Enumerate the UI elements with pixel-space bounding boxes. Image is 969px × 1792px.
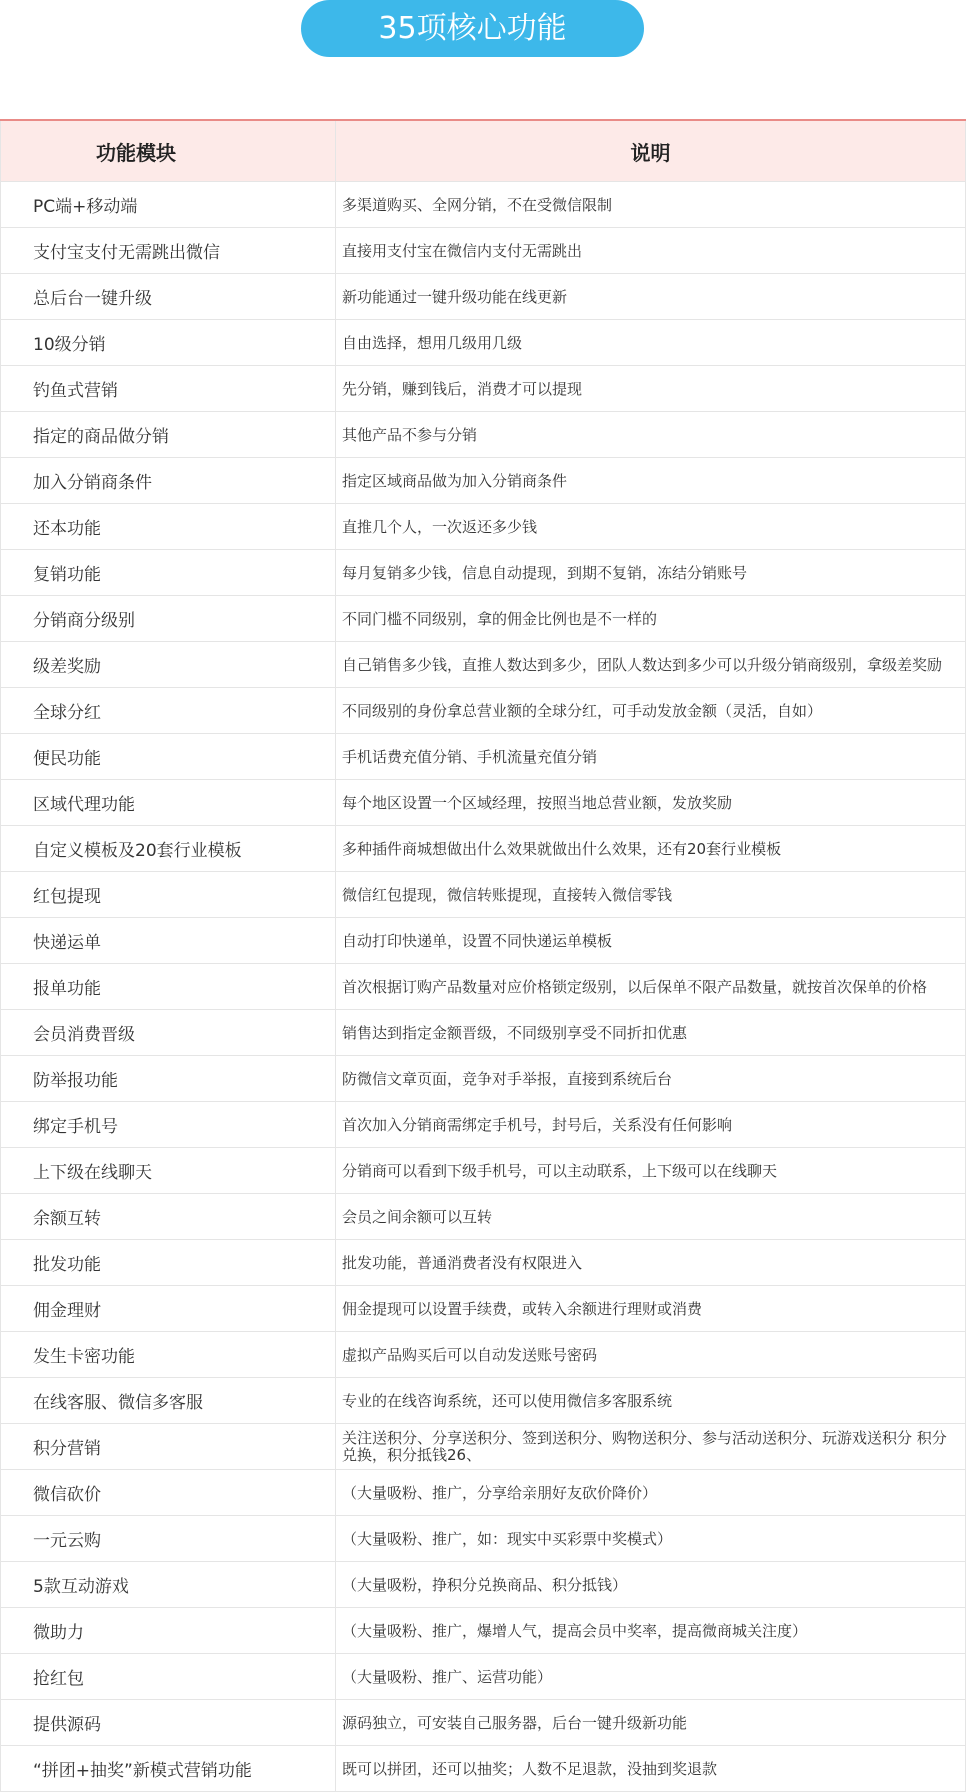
module-cell: PC端+移动端: [1, 182, 336, 227]
description-cell: 每月复销多少钱，信息自动提现，到期不复销，冻结分销账号: [336, 550, 966, 595]
module-cell: “拼团+抽奖”新模式营销功能: [1, 1746, 336, 1791]
table-row: [0, 458, 966, 504]
table-row: [0, 1240, 966, 1286]
description-cell: 专业的在线咨询系统，还可以使用微信多客服系统: [336, 1378, 966, 1423]
module-cell: 还本功能: [1, 504, 336, 549]
table-row: [0, 734, 966, 780]
table-row: [0, 1378, 966, 1424]
table-row: [0, 550, 966, 596]
description-cell: 手机话费充值分销、手机流量充值分销: [336, 734, 966, 779]
module-cell: 支付宝支付无需跳出微信: [1, 228, 336, 273]
table-row: [0, 228, 966, 274]
description-cell: 销售达到指定金额晋级，不同级别享受不同折扣优惠: [336, 1010, 966, 1055]
description-cell: 多种插件商城想做出什么效果就做出什么效果，还有20套行业模板: [336, 826, 966, 871]
table-row: [0, 688, 966, 734]
module-cell: 便民功能: [1, 734, 336, 779]
description-cell: 指定区域商品做为加入分销商条件: [336, 458, 966, 503]
description-cell: （大量吸粉、推广，如：现实中买彩票中奖模式）: [336, 1516, 966, 1561]
table-row: [0, 1332, 966, 1378]
module-cell: 批发功能: [1, 1240, 336, 1285]
table-row: [0, 366, 966, 412]
module-cell: 在线客服、微信多客服: [1, 1378, 336, 1423]
module-cell: 抢红包: [1, 1654, 336, 1699]
description-cell: 每个地区设置一个区域经理，按照当地总营业额，发放奖励: [336, 780, 966, 825]
table-row: [0, 1608, 966, 1654]
module-cell: 报单功能: [1, 964, 336, 1009]
table-row: [0, 642, 966, 688]
description-cell: 不同级别的身份拿总营业额的全球分红，可手动发放金额（灵活，自如）: [336, 688, 966, 733]
module-cell: 微信砍价: [1, 1470, 336, 1515]
table-row: [0, 1286, 966, 1332]
description-cell: 虚拟产品购买后可以自动发送账号密码: [336, 1332, 966, 1377]
module-cell: 积分营销: [1, 1424, 336, 1469]
table-row: [0, 1654, 966, 1700]
table-row: [0, 1562, 966, 1608]
description-cell: 分销商可以看到下级手机号，可以主动联系，上下级可以在线聊天: [336, 1148, 966, 1193]
header-description: 说明: [336, 121, 966, 181]
description-cell: 其他产品不参与分销: [336, 412, 966, 457]
module-cell: 余额互转: [1, 1194, 336, 1239]
module-cell: 快递运单: [1, 918, 336, 963]
table-row: [0, 1700, 966, 1746]
description-cell: 自动打印快递单，设置不同快递运单模板: [336, 918, 966, 963]
module-cell: 一元云购: [1, 1516, 336, 1561]
description-cell: 不同门槛不同级别，拿的佣金比例也是不一样的: [336, 596, 966, 641]
table-row: [0, 918, 966, 964]
description-cell: 首次加入分销商需绑定手机号，封号后，关系没有任何影响: [336, 1102, 966, 1147]
description-cell: 先分销，赚到钱后，消费才可以提现: [336, 366, 966, 411]
module-cell: 自定义模板及20套行业模板: [1, 826, 336, 871]
description-cell: 会员之间余额可以互转: [336, 1194, 966, 1239]
table-row: [0, 1102, 966, 1148]
module-cell: 全球分红: [1, 688, 336, 733]
table-row: [0, 780, 966, 826]
feature-table: [0, 119, 966, 1792]
module-cell: 10级分销: [1, 320, 336, 365]
description-cell: 微信红包提现，微信转账提现，直接转入微信零钱: [336, 872, 966, 917]
description-cell: 新功能通过一键升级功能在线更新: [336, 274, 966, 319]
description-cell: 直接用支付宝在微信内支付无需跳出: [336, 228, 966, 273]
description-cell: 源码独立，可安装自己服务器，后台一键升级新功能: [336, 1700, 966, 1745]
table-row: [0, 872, 966, 918]
description-cell: 自己销售多少钱，直推人数达到多少，团队人数达到多少可以升级分销商级别，拿级差奖励: [336, 642, 966, 687]
table-row: [0, 1424, 966, 1470]
description-cell: 既可以拼团，还可以抽奖；人数不足退款，没抽到奖退款: [336, 1746, 966, 1791]
module-cell: 加入分销商条件: [1, 458, 336, 503]
module-cell: 级差奖励: [1, 642, 336, 687]
description-cell: （大量吸粉，挣积分兑换商品、积分抵钱）: [336, 1562, 966, 1607]
page-title: 35项核心功能: [301, 0, 644, 57]
module-cell: 总后台一键升级: [1, 274, 336, 319]
table-body: [0, 182, 966, 1792]
module-cell: 钓鱼式营销: [1, 366, 336, 411]
table-row: [0, 1746, 966, 1792]
module-cell: 上下级在线聊天: [1, 1148, 336, 1193]
description-cell: 佣金提现可以设置手续费，或转入余额进行理财或消费: [336, 1286, 966, 1331]
module-cell: 分销商分级别: [1, 596, 336, 641]
table-row: [0, 274, 966, 320]
description-cell: （大量吸粉、推广，爆增人气，提高会员中奖率，提高微商城关注度）: [336, 1608, 966, 1653]
description-cell: 自由选择，想用几级用几级: [336, 320, 966, 365]
header-module: 功能模块: [1, 121, 336, 181]
module-cell: 发生卡密功能: [1, 1332, 336, 1377]
table-row: [0, 320, 966, 366]
table-row: [0, 596, 966, 642]
table-row: [0, 1010, 966, 1056]
module-cell: 会员消费晋级: [1, 1010, 336, 1055]
description-cell: 首次根据订购产品数量对应价格锁定级别，以后保单不限产品数量，就按首次保单的价格: [336, 964, 966, 1009]
description-cell: 直推几个人，一次返还多少钱: [336, 504, 966, 549]
table-row: [0, 1056, 966, 1102]
module-cell: 提供源码: [1, 1700, 336, 1745]
module-cell: 佣金理财: [1, 1286, 336, 1331]
table-row: [0, 1516, 966, 1562]
description-cell: （大量吸粉、推广，分享给亲朋好友砍价降价）: [336, 1470, 966, 1515]
description-cell: 关注送积分、分享送积分、签到送积分、购物送积分、参与活动送积分、玩游戏送积分 积分兑换，积分抵钱26、: [336, 1424, 966, 1469]
description-cell: （大量吸粉、推广、运营功能）: [336, 1654, 966, 1699]
table-row: [0, 1194, 966, 1240]
table-row: [0, 182, 966, 228]
table-row: [0, 1148, 966, 1194]
description-cell: 多渠道购买、全网分销，不在受微信限制: [336, 182, 966, 227]
module-cell: 微助力: [1, 1608, 336, 1653]
table-row: [0, 1470, 966, 1516]
table-row: [0, 412, 966, 458]
description-cell: 防微信文章页面，竞争对手举报，直接到系统后台: [336, 1056, 966, 1101]
module-cell: 绑定手机号: [1, 1102, 336, 1147]
module-cell: 红包提现: [1, 872, 336, 917]
module-cell: 5款互动游戏: [1, 1562, 336, 1607]
table-row: [0, 964, 966, 1010]
table-header: [0, 121, 966, 182]
table-row: [0, 504, 966, 550]
module-cell: 复销功能: [1, 550, 336, 595]
module-cell: 防举报功能: [1, 1056, 336, 1101]
table-row: [0, 826, 966, 872]
description-cell: 批发功能，普通消费者没有权限进入: [336, 1240, 966, 1285]
module-cell: 区域代理功能: [1, 780, 336, 825]
module-cell: 指定的商品做分销: [1, 412, 336, 457]
